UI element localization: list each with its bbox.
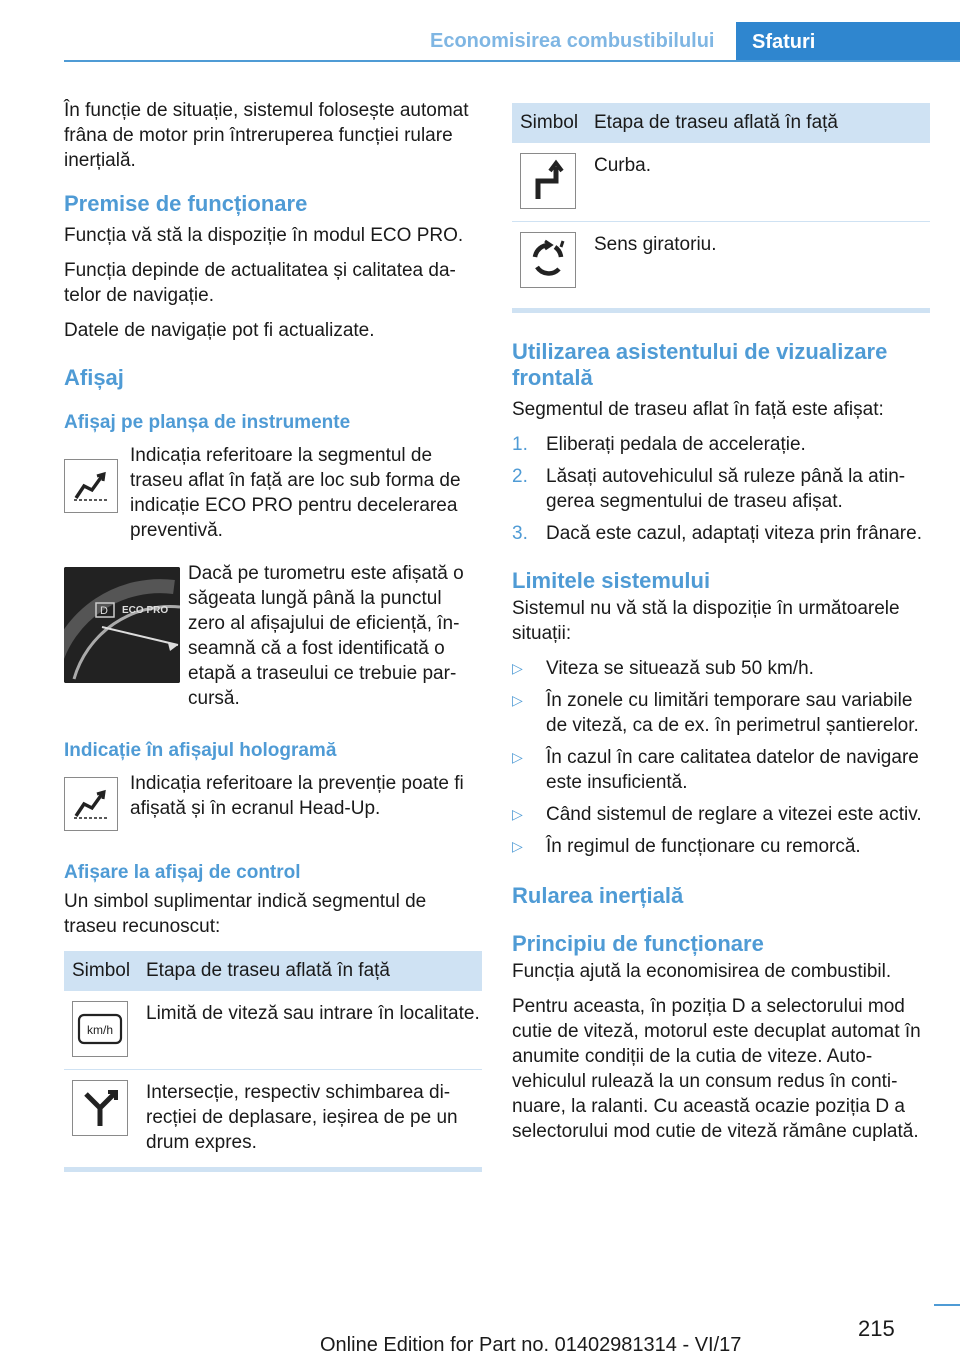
hud-heading: Indicație în afișajul hologramă — [64, 740, 337, 761]
triangle-bullet-icon: ▷ — [512, 692, 523, 708]
table-col-symbol: Simbol — [64, 951, 140, 991]
limit-text: Viteza se situează sub 50 km/h. — [546, 658, 814, 679]
table-col-symbol: Simbol — [512, 103, 588, 143]
premise-paragraph-2: Funcția depinde de actualitatea și calitatea datelor de navigație. — [64, 260, 456, 306]
principle-paragraph-2: Pentru aceasta, în poziția D a selectorului mod cutie de viteză, motorul este decuplat automat în anumite condiții de la cutia de viteze. Autovehiculul rulează la un consum redus în continuare, la ralanti. Cu această ocazie poziția D a selectorului mod cutie de viteză rămâne cuplată. — [512, 996, 921, 1142]
running-header-section: Economisirea combustibilului — [430, 30, 715, 52]
table-col-stage: Etapa de traseu aflată în față — [140, 951, 482, 991]
limit-text: În regimul de funcționare cu remorcă. — [546, 836, 861, 857]
speed-limit-kmh-icon — [72, 1001, 128, 1057]
limits-text: Sistemul nu vă stă la dispoziție în următoarele situații: — [512, 598, 900, 644]
triangle-bullet-icon: ▷ — [512, 806, 523, 822]
table-cell-text: Sens giratoriu. — [594, 234, 717, 255]
tacho-text: Dacă pe turometru este afișată o săgeata lungă până la punctul zero al afișajului de eficiență, înseamnă că a fost identificată o etapă a traseului ce trebuie parcursă. — [188, 563, 464, 709]
list-item — [512, 521, 930, 546]
step-text: Eliberați pedala de accelerație. — [546, 434, 806, 455]
control-text: Un simbol suplimentar indică segmentul de traseu recunoscut: — [64, 891, 427, 937]
list-item — [512, 656, 930, 681]
instrument-indicator-block — [64, 443, 482, 543]
hud-use-text: Segmentul de traseu aflat în față este afișat: — [512, 399, 884, 420]
speed-limit-icon-text: km/h — [86, 1023, 114, 1037]
table-row — [512, 222, 930, 301]
table-cell-text: Curba. — [588, 143, 930, 222]
control-heading: Afișare la afișaj de control — [64, 862, 301, 883]
tacho-mode-label: ECO PRO — [122, 605, 169, 616]
list-item — [512, 745, 930, 795]
hud-indicator-text — [64, 771, 482, 821]
intro-paragraph: În funcție de situație, sistemul folosește automat frâna de motor prin întreruperea funcției rulare inerțială. — [64, 100, 469, 171]
table-col-stage: Etapa de traseu aflată în față — [588, 103, 930, 143]
eco-pro-coasting-icon-hud — [64, 777, 118, 831]
curve-icon — [520, 153, 576, 209]
right-column — [512, 103, 930, 1154]
list-item — [512, 432, 930, 457]
table-row — [64, 1070, 482, 1168]
step-text: Dacă este cazul, adaptați viteza prin frânare. — [546, 523, 922, 544]
triangle-bullet-icon: ▷ — [512, 838, 523, 854]
running-header-tab: Sfaturi — [736, 22, 960, 62]
display-heading: Afișaj — [64, 365, 124, 390]
triangle-bullet-icon: ▷ — [512, 749, 523, 765]
limits-heading: Limitele sistemului — [512, 568, 711, 593]
edition-line: Online Edition for Part no. 01402981314 - VI/17 — [320, 1334, 742, 1356]
hud-indicator-block — [64, 771, 482, 831]
triangle-bullet-icon: ▷ — [512, 660, 523, 676]
premise-paragraph-1: Funcția vă stă la dispoziție în modul ECO PRO. — [64, 225, 464, 246]
limit-text: În zonele cu limitări temporare sau variabile de viteză, ca de ex. în perimetrul șantierelor. — [546, 690, 919, 736]
hud-use-heading: Utilizarea asistentului de vizualizare frontală — [512, 339, 888, 390]
table-cell-text: Intersecție, respectiv schimbarea direcției de deplasare, ieșirea de pe un drum expres. — [146, 1082, 458, 1153]
list-item — [512, 688, 930, 738]
table-row — [64, 991, 482, 1070]
list-item — [512, 802, 930, 827]
step-number: 3. — [512, 523, 528, 544]
page-number: 215 — [858, 1316, 895, 1341]
table-end-rule — [512, 308, 930, 313]
steps-list — [512, 432, 930, 546]
table-end-rule — [64, 1167, 482, 1172]
eco-pro-coasting-icon — [64, 459, 118, 513]
premise-heading: Premise de funcționare — [64, 191, 308, 216]
limit-text: În cazul în care calitatea datelor de navigare este insuficientă. — [546, 747, 919, 793]
symbol-table-right — [512, 103, 930, 300]
limit-text: Când sistemul de reglare a vitezei este activ. — [546, 804, 922, 825]
step-number: 2. — [512, 466, 528, 487]
instrument-heading: Afișaj pe planșa de instrumente — [64, 412, 351, 433]
step-text: Lăsați autovehiculul să ruleze până la atingerea segmentului de traseu afișat. — [546, 466, 906, 512]
table-row — [512, 143, 930, 222]
step-number: 1. — [512, 434, 528, 455]
header-rule — [64, 60, 960, 62]
tacho-block — [64, 561, 482, 711]
list-item — [512, 464, 930, 514]
footer-rule — [934, 1304, 960, 1306]
intersection-icon — [72, 1080, 128, 1136]
principle-heading: Principiu de funcționare — [512, 931, 764, 956]
left-column — [64, 98, 482, 1172]
tacho-gear-label: D — [100, 605, 108, 617]
instrument-indicator-text — [64, 443, 482, 543]
roundabout-icon — [520, 232, 576, 288]
list-item — [512, 834, 930, 859]
hud-indicator-text-span: Indicația referitoare la prevenție poate fi afișată și în ecranul Head-Up. — [130, 773, 464, 819]
symbol-table-left — [64, 951, 482, 1167]
principle-paragraph-1: Funcția ajută la economisirea de combustibil. — [512, 961, 892, 982]
coast-heading: Rularea inerțială — [512, 883, 684, 908]
limits-list — [512, 656, 930, 859]
table-cell-text: Limită de viteză sau intrare în localitate. — [140, 991, 482, 1070]
instrument-indicator-text-span: Indicația referitoare la segmentul de traseu aflat în față are loc sub forma de indicație ECO PRO pentru decelerarea preventivă. — [130, 445, 461, 541]
premise-paragraph-3: Datele de navigație pot fi actualizate. — [64, 320, 375, 341]
tachometer-photo — [64, 567, 180, 683]
